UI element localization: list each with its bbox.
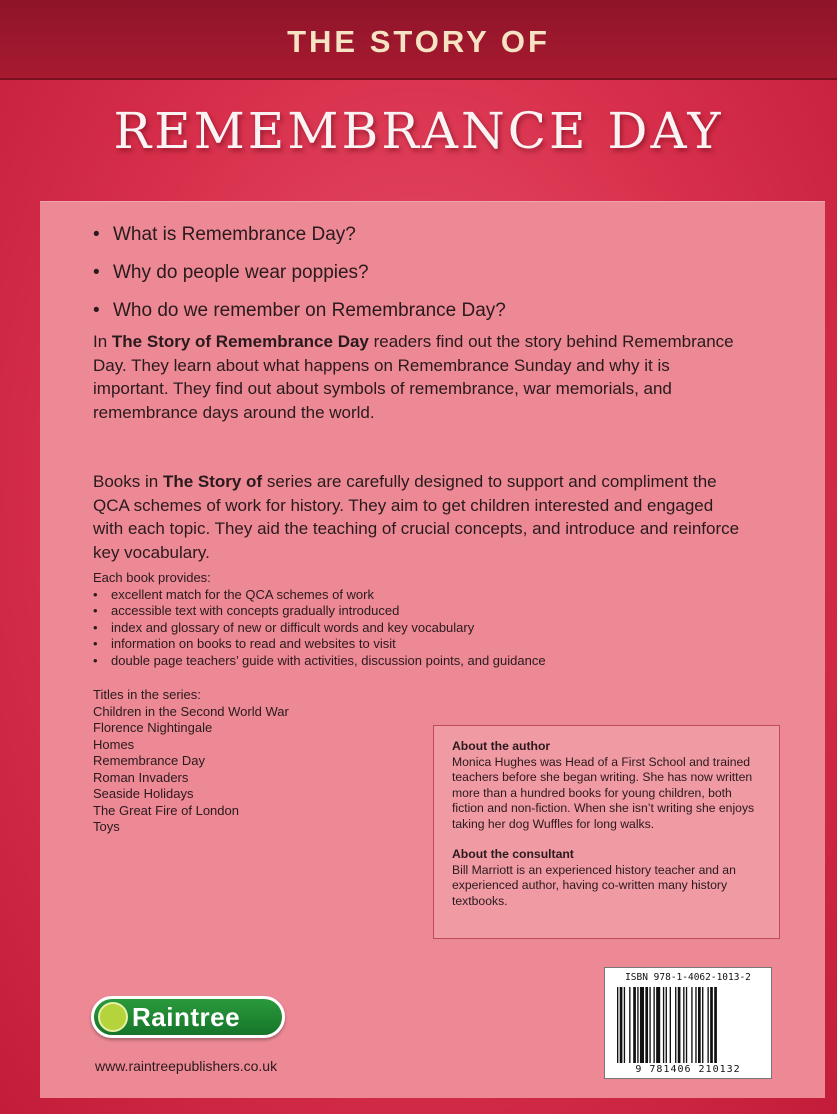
provides-heading: Each book provides: [93,570,211,585]
barcode-bar [666,987,667,1063]
barcode-bar [683,987,684,1063]
barcode-bar [710,987,713,1063]
barcode-bar [686,987,687,1063]
author-text: Monica Hughes was Head of a First School and trained teachers before she began writing. She has now written more than a hundred books for young children, both fiction and non-fiction. When she isn’t writing she enjoys taking her dog Wuffles for long walks. [452,754,755,831]
question-item: • What is Remembrance Day? [93,224,356,245]
title-item: Roman Invaders [93,769,189,785]
provides-item: • double page teachers’ guide with activities, discussion points, and guidance [93,652,546,668]
barcode-bar [695,987,696,1063]
barcode-bar [678,987,681,1063]
series-name: The Story of [162,472,263,491]
title-item: Seaside Holidays [93,786,194,801]
question-item: • Who do we remember on Remembrance Day? [93,300,506,321]
title-item: Toys [93,819,120,834]
intro-paragraph: In The Story of Remembrance Day readers find out the story behind Remembrance Day. They learn about what happens on Remembrance Sunday and why it is important. They find out about symbols of remembrance, war memorials, and remembrance days around the world. [93,332,734,422]
question-list [93,222,506,336]
barcode-bar [649,987,650,1063]
consultant-heading: About the consultant [452,847,574,861]
title-item: Homes [93,736,135,752]
barcode-bar [645,987,648,1063]
book-name: The Story of Remembrance Day [111,332,369,351]
question-item: • Why do people wear poppies? [93,262,369,283]
titles-section [93,687,393,836]
consultant-text: Bill Marriott is an experienced history teacher and an experienced author, having co-written many history textbooks. [452,862,736,908]
barcode-bar [670,987,671,1063]
author-heading: About the author [452,739,551,753]
barcode-bar [629,987,630,1063]
barcode-bar [637,987,638,1063]
barcode-bar [675,987,676,1063]
barcode-bar [714,987,717,1063]
title-item: Children in the Second World War [93,703,289,719]
series-title: THE STORY OF [287,24,550,59]
provides-item: • accessible text with concepts gradually introduced [93,603,400,618]
provides-item: • excellent match for the QCA schemes of work [93,586,374,602]
publisher-website[interactable]: www.raintreepublishers.co.uk [95,1058,278,1074]
barcode-bar [653,987,654,1063]
publisher-name: Raintree [132,1002,241,1032]
barcode-bar [707,987,708,1063]
title-item: Florence Nightingale [93,720,213,735]
barcode-bar [656,987,660,1063]
titles-heading: Titles in the series: [93,687,201,702]
about-box [433,725,780,939]
barcode-bars [617,987,761,1063]
leaf-icon [98,1002,128,1032]
barcode-number: 9 781406 210132 [635,1064,741,1075]
series-paragraph: Books in The Story of series are carefully designed to support and compliment the QCA schemes of work for history. They aim to get children interested and engaged with each topic. They aid the teaching of crucial concepts, and introduce and reinforce key vocabulary. [93,472,740,562]
provides-item: • index and glossary of new or difficult words and key vocabulary [93,619,475,635]
provides-item: • information on books to read and websites to visit [93,636,396,651]
isbn-label: ISBN 978-1-4062-1013-2 [625,972,751,983]
barcode-bar [698,987,701,1063]
barcode-bar [691,987,692,1063]
barcode-bar [702,987,703,1063]
title-item: Remembrance Day [93,753,205,768]
barcode-bar [633,987,636,1063]
barcode-bar [624,987,625,1063]
barcode [604,967,772,1079]
barcode-bar [640,987,644,1063]
title-item: The Great Fire of London [93,802,239,818]
barcode-bar [620,987,623,1063]
barcode-bar [617,987,618,1063]
book-title: REMEMBRANCE DAY [113,102,724,160]
barcode-bar [663,987,664,1063]
raintree-logo [91,996,285,1038]
provides-section [93,570,693,669]
